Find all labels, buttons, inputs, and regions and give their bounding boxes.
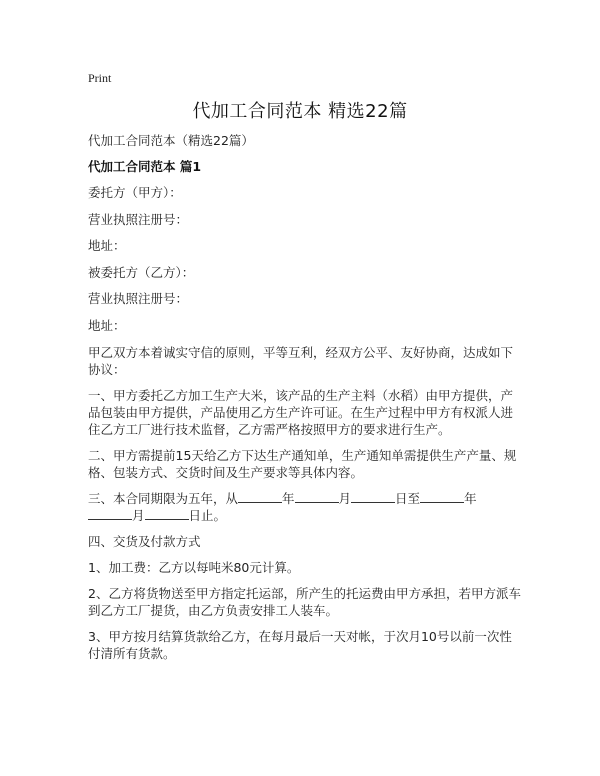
- clause-3-day2: 日止。: [188, 507, 227, 523]
- client-address-field: 地址：: [88, 238, 126, 254]
- end-year-blank: [420, 490, 464, 503]
- contractor-party-field: 被委托方（乙方）：: [88, 264, 195, 280]
- clause-3-day1: 日至: [395, 490, 421, 506]
- clause-3-prefix: 三、本合同期限为五年，从: [88, 490, 239, 506]
- clause-2: 二、甲方需提前15天给乙方下达生产通知单，生产通知单需提供生产产量、规格、包装方式、交货时间及生产要求等具体内容。: [88, 447, 517, 480]
- section-heading: 代加工合同范本 篇1: [88, 159, 202, 174]
- clause-3: [88, 490, 524, 524]
- clause-3-year2: 年: [464, 490, 477, 506]
- client-party-field: 委托方（甲方）：: [88, 185, 182, 200]
- document-title: 代加工合同范本 精选22篇: [192, 101, 408, 122]
- clause-4-item-3: 3、甲方按月结算货款给乙方，在每月最后一天对帐，于次月10号以前一次性付清所有货款。: [88, 628, 512, 661]
- clause-4-item-2: 2、乙方将货物送至甲方指定托运部，所产生的托运费由甲方承担，若甲方派车到乙方工厂提货，由乙方负责安排工人装车。: [88, 585, 521, 618]
- contractor-address-field: 地址：: [88, 317, 126, 333]
- clause-3-year1: 年: [282, 490, 295, 506]
- start-year-blank: [238, 490, 282, 503]
- print-label: Print: [88, 71, 112, 85]
- document-subtitle: 代加工合同范本（精选22篇）: [88, 133, 254, 148]
- clause-3-month2: 月: [132, 507, 145, 523]
- document-body: [88, 132, 524, 671]
- contractor-license-field: 营业执照注册号：: [88, 291, 189, 307]
- start-day-blank: [351, 490, 395, 503]
- agreement-intro: 甲乙双方本着诚实守信的原则，平等互利，经双方公平、友好协商，达成如下协议：: [88, 344, 514, 377]
- clause-3-month1: 月: [338, 490, 352, 506]
- client-license-field: 营业执照注册号：: [88, 211, 189, 227]
- start-month-blank: [295, 490, 339, 503]
- clause-4-heading: 四、交货及付款方式: [88, 533, 201, 549]
- end-day-blank: [145, 507, 189, 520]
- clause-1: 一、甲方委托乙方加工生产大米，该产品的生产主料（水稻）由甲方提供，产品包装由甲方提供，产品使用乙方生产许可证。在生产过程中甲方有权派人进住乙方工厂进行技术监督，乙方需严格按照甲方的要求进行生产。: [88, 387, 514, 437]
- end-month-blank: [88, 507, 132, 520]
- clause-4-item-1: 1、加工费：乙方以每吨米80元计算。: [88, 559, 300, 575]
